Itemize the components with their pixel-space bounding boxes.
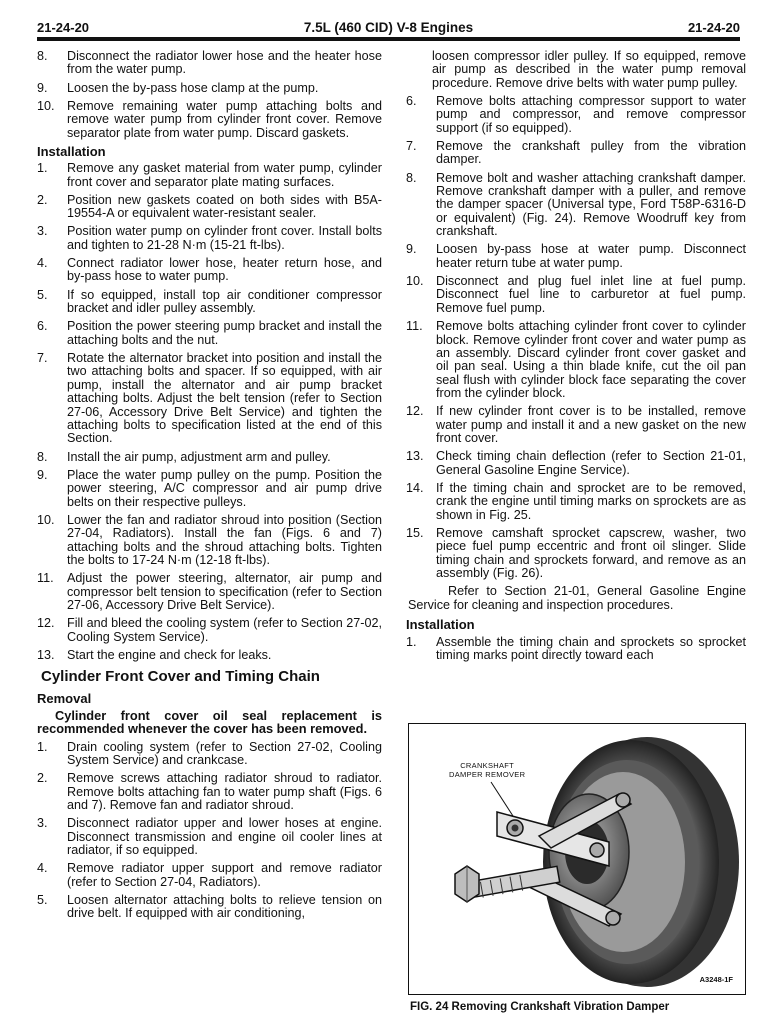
step-number: 5. [37,893,48,908]
damper-remover-callout [449,762,525,779]
water-pump-removal-steps [37,50,382,140]
step-text: Assemble the timing chain and sprockets so sprocket timing marks point directly toward each [436,634,746,663]
step-text: Drain cooling system (refer to Section 27-02, Cooling System Service) and crankcase. [67,739,382,768]
step-number: 11. [406,319,423,334]
list-item [37,572,382,612]
step-number: 10. [37,512,55,527]
right-column [406,50,746,667]
callout-line-2: DAMPER REMOVER [449,769,526,779]
step-number: 1. [37,161,48,176]
list-item [406,243,746,270]
list-item [37,817,382,857]
step-text: Remove bolt and washer attaching crankshaft damper. Remove crankshaft damper with a puller, and remove the damper spacer (Universal type, Ford T58P-6316-D or equivalent) (Fig. 24). Remove Woodruff key from crankshaft. [436,170,746,239]
step-number: 5. [37,287,48,302]
list-item [406,450,746,477]
step-number: 12. [406,404,424,419]
list-item [37,741,382,768]
step-number: 6. [37,319,48,334]
list-item [37,451,382,464]
list-item [37,514,382,568]
step-number: 12. [37,616,55,631]
step-text: Remove the crankshaft pulley from the vibration damper. [436,139,746,167]
seal-replacement-note: Cylinder front cover oil seal replacement is recommended whenever the cover has been removed. [37,708,382,737]
step-text: Disconnect and plug fuel inlet line at fuel pump. Disconnect fuel line to carburetor at fuel pump. Remove fuel pump. [436,274,746,315]
list-item [37,225,382,252]
refer-paragraph: Refer to Section 21-01, General Gasoline Engine Service for cleaning and inspection procedures. [408,584,746,612]
chapter-title: 7.5L (460 CID) V-8 Engines [303,19,474,35]
step-text: Position new gaskets coated on both sides with B5A-19554-A or equivalent water-resistant sealer. [67,192,382,221]
step-text: If so equipped, install top air conditioner compressor bracket and idler pulley assembly. [67,287,382,316]
list-item [37,257,382,284]
step-text: Fill and bleed the cooling system (refer to Section 27-02, Cooling System Service). [67,616,383,644]
step-text: Loosen alternator attaching bolts to relieve tension on drive belt. If equipped with air conditioning, [67,893,382,921]
page-header [37,18,740,36]
step-text: Remove remaining water pump attaching bolts and remove water pump from cylinder front cover. Remove separator plate from water pump. Discard gaskets. [67,98,382,140]
step-number: 3. [37,816,48,831]
removal-heading: Removal [37,690,92,706]
step-number: 13. [406,449,424,464]
figure-caption: FIG. 24 Removing Crankshaft Vibration Damper [410,1001,670,1013]
step-number: 6. [406,94,417,109]
installation-heading: Installation [37,143,106,159]
list-item [37,649,382,662]
step-text: If new cylinder front cover is to be installed, remove water pump and install it and a new gasket on the new front cover. [436,404,746,446]
list-item [37,894,382,921]
step-number: 13. [37,647,55,662]
timing-chain-installation-steps [406,636,746,663]
step-text: Install the air pump, adjustment arm and pulley. [67,449,331,464]
list-item [37,469,382,509]
installation-heading-2: Installation [406,617,475,633]
step-number: 2. [37,192,48,207]
step-text: If the timing chain and sprocket are to be removed, crank the engine until timing marks on sprockets are as shown in Fig. 25. [436,480,746,522]
step-number: 4. [37,256,48,271]
step-number: 4. [37,861,48,876]
list-item [406,482,746,522]
step-number: 9. [37,467,48,482]
front-cover-removal-steps-cont [406,95,746,581]
list-item [406,405,746,445]
list-item [37,100,382,140]
step-text: Remove any gasket material from water pump, cylinder front cover and separator plate mating surfaces. [67,161,382,189]
step-number: 14. [406,480,424,495]
step-text: Remove radiator upper support and remove radiator (refer to Section 27-04, Radiators). [67,861,382,889]
step-number: 1. [37,739,48,754]
step-number: 1. [406,634,417,649]
step-number: 8. [37,49,48,63]
step-text: Loosen by-pass hose at water pump. Disconnect heater return tube at water pump. [436,242,746,270]
section-heading: Cylinder Front Cover and Timing Chain [41,668,320,686]
list-item [37,289,382,316]
step-text: Place the water pump pulley on the pump. Position the power steering, A/C compressor and air pump drive belts on their respective pulleys. [67,467,382,509]
list-item [406,172,746,239]
step-text: Lower the fan and radiator shroud into position (Section 27-04, Radiators). Install the fan (Figs. 6 and 7) attaching bolts and the shroud attaching bolts. Tighten the bolts to 17-24 N·m (12-18 ft-lbs). [67,512,382,567]
front-cover-removal-steps [37,741,382,921]
step-text: Remove screws attaching radiator shroud to radiator. Remove bolts attaching fan to water pump shaft (Figs. 6 and 7). Remove fan and radiator shroud. [67,771,382,813]
list-item [406,140,746,167]
list-item [37,772,382,812]
list-item [37,50,382,77]
step-text: Remove camshaft sprocket capscrew, washer, two piece fuel pump eccentric and front oil slinger. Slide timing chain and sprockets forward, and remove as an assembly (Fig. 26). [436,525,746,581]
step-continuation: loosen compressor idler pulley. If so equipped, remove air pump as described in the water pump removal procedure. Remove drive belts with water pump pulley. [432,49,746,90]
callout-line-1: CRANKSHAFT [460,761,515,770]
step-text: Remove bolts attaching cylinder front cover to cylinder block. Remove cylinder front cover and water pump as an assembly. Discard cylinder front cover gasket and oil pan seal. Using a thin blade knife, cut the oil pan seal flush with cylinder block face separating the cover from the cylinder block. [436,319,746,401]
list-item [37,352,382,446]
list-item [406,95,746,135]
list-item [406,275,746,315]
list-item [37,82,382,95]
list-item [406,527,746,581]
list-item [406,320,746,400]
step-text: Connect radiator lower hose, heater return hose, and by-pass hose to water pump. [67,256,382,284]
list-item [406,636,746,663]
step-number: 7. [406,139,417,154]
figure-24 [408,723,746,995]
list-item [37,162,382,189]
step-number: 8. [37,449,48,464]
list-item [37,194,382,221]
step-number: 3. [37,224,48,239]
step-number: 15. [406,525,424,540]
step-text: Loosen the by-pass hose clamp at the pump. [67,80,319,95]
step-text: Adjust the power steering, alternator, air pump and compressor belt tension to specification (refer to Section 27-06, Accessory Drive Belt Service). [67,571,382,612]
step-number: 9. [406,242,417,257]
step-text: Start the engine and check for leaks. [67,647,272,662]
water-pump-installation-steps [37,162,382,662]
step-number: 11. [37,571,54,586]
left-column [37,50,382,926]
step-number: 10. [37,98,55,113]
header-rule [37,37,740,41]
step-text: Position water pump on cylinder front cover. Install bolts and tighten to 21-28 N·m (15-21 ft-lbs). [67,224,382,252]
step-number: 9. [37,80,48,95]
step-number: 2. [37,771,48,786]
step-text: Rotate the alternator bracket into position and install the two attaching bolts and spacer. If so equipped, with air pump, install the alternator and air pump bracket attaching bolts. Adjust the belt tension (refer to Section 27-06, Accessory Drive Belt Service) and tighten the attaching bolts to specification listed at the end of this Section. [67,350,382,446]
step-text: Position the power steering pump bracket and install the attaching bolts and the nut. [67,319,382,347]
page-number-right: 21-24-20 [687,19,740,35]
list-item [37,320,382,347]
step-text: Remove bolts attaching compressor support to water pump and compressor, and remove compressor support (if so equipped). [436,94,746,135]
step-text: Disconnect radiator upper and lower hoses at engine. Disconnect transmission and engine oil cooler lines at radiator, if so equipped. [67,816,382,858]
list-item [37,862,382,889]
step-text: Check timing chain deflection (refer to Section 21-01, General Gasoline Engine Service). [436,449,746,477]
step-text: Disconnect the radiator lower hose and the heater hose from the water pump. [67,49,382,77]
figure-id: A3248-1F [699,975,733,984]
step-number: 8. [406,170,417,185]
step-number: 10. [406,274,424,289]
page-number-left: 21-24-20 [37,19,90,35]
list-item [37,617,382,644]
step-number: 7. [37,350,48,365]
